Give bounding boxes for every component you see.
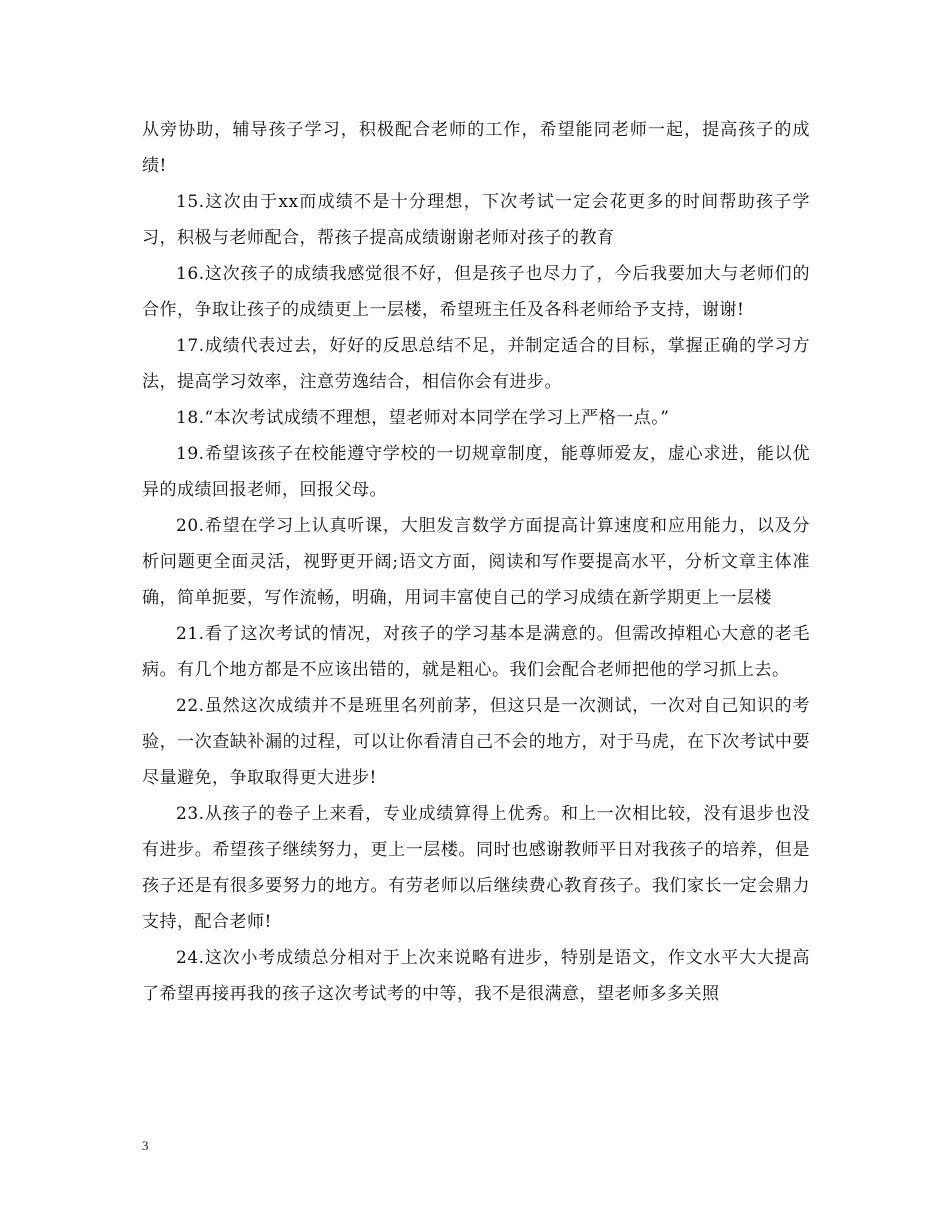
paragraph-item-20: 20.希望在学习上认真听课，大胆发言数学方面提高计算速度和应用能力，以及分析问题更全面灵活，视野更开阔;语文方面，阅读和写作要提高水平，分析文章主体准确，简单扼要，写作流畅，明确，用词丰富使自己的学习成绩在新学期更上一层楼	[142, 516, 810, 608]
document-body	[142, 112, 810, 1012]
paragraph-item-19: 19.希望该孩子在校能遵守学校的一切规章制度，能尊师爱友，虚心求进，能以优异的成绩回报老师，回报父母。	[142, 444, 810, 500]
paragraph-item-17: 17.成绩代表过去，好好的反思总结不足，并制定适合的目标，掌握正确的学习方法，提高学习效率，注意劳逸结合，相信你会有进步。	[142, 336, 810, 392]
paragraph-continuation: 从旁协助，辅导孩子学习，积极配合老师的工作，希望能同老师一起，提高孩子的成绩!	[142, 120, 810, 176]
paragraph-item-18: 18.“本次考试成绩不理想，望老师对本同学在学习上严格一点。”	[176, 408, 670, 428]
paragraph-item-15: 15.这次由于xx而成绩不是十分理想，下次考试一定会花更多的时间帮助孩子学习，积极与老师配合，帮孩子提高成绩谢谢老师对孩子的教育	[142, 192, 810, 248]
paragraph-item-23: 23.从孩子的卷子上来看，专业成绩算得上优秀。和上一次相比较，没有退步也没有进步。希望孩子继续努力，更上一层楼。同时也感谢教师平日对我孩子的培养，但是孩子还是有很多要努力的地方。有劳老师以后继续费心教育孩子。我们家长一定会鼎力支持，配合老师!	[142, 804, 810, 932]
paragraph-item-22: 22.虽然这次成绩并不是班里名列前茅，但这只是一次测试，一次对自己知识的考验，一次查缺补漏的过程，可以让你看清自己不会的地方，对于马虎，在下次考试中要尽量避免，争取取得更大进步!	[142, 696, 810, 788]
paragraph-item-21: 21.看了这次考试的情况，对孩子的学习基本是满意的。但需改掉粗心大意的老毛病。有几个地方都是不应该出错的，就是粗心。我们会配合老师把他的学习抓上去。	[142, 624, 810, 680]
page-number: 3	[142, 1138, 149, 1153]
paragraph-item-24: 24.这次小考成绩总分相对于上次来说略有进步，特别是语文，作文水平大大提高了希望再接再我的孩子这次考试考的中等，我不是很满意，望老师多多关照	[142, 948, 810, 1004]
paragraph-item-16: 16.这次孩子的成绩我感觉很不好，但是孩子也尽力了，今后我要加大与老师们的合作，争取让孩子的成绩更上一层楼，希望班主任及各科老师给予支持，谢谢!	[142, 264, 810, 320]
